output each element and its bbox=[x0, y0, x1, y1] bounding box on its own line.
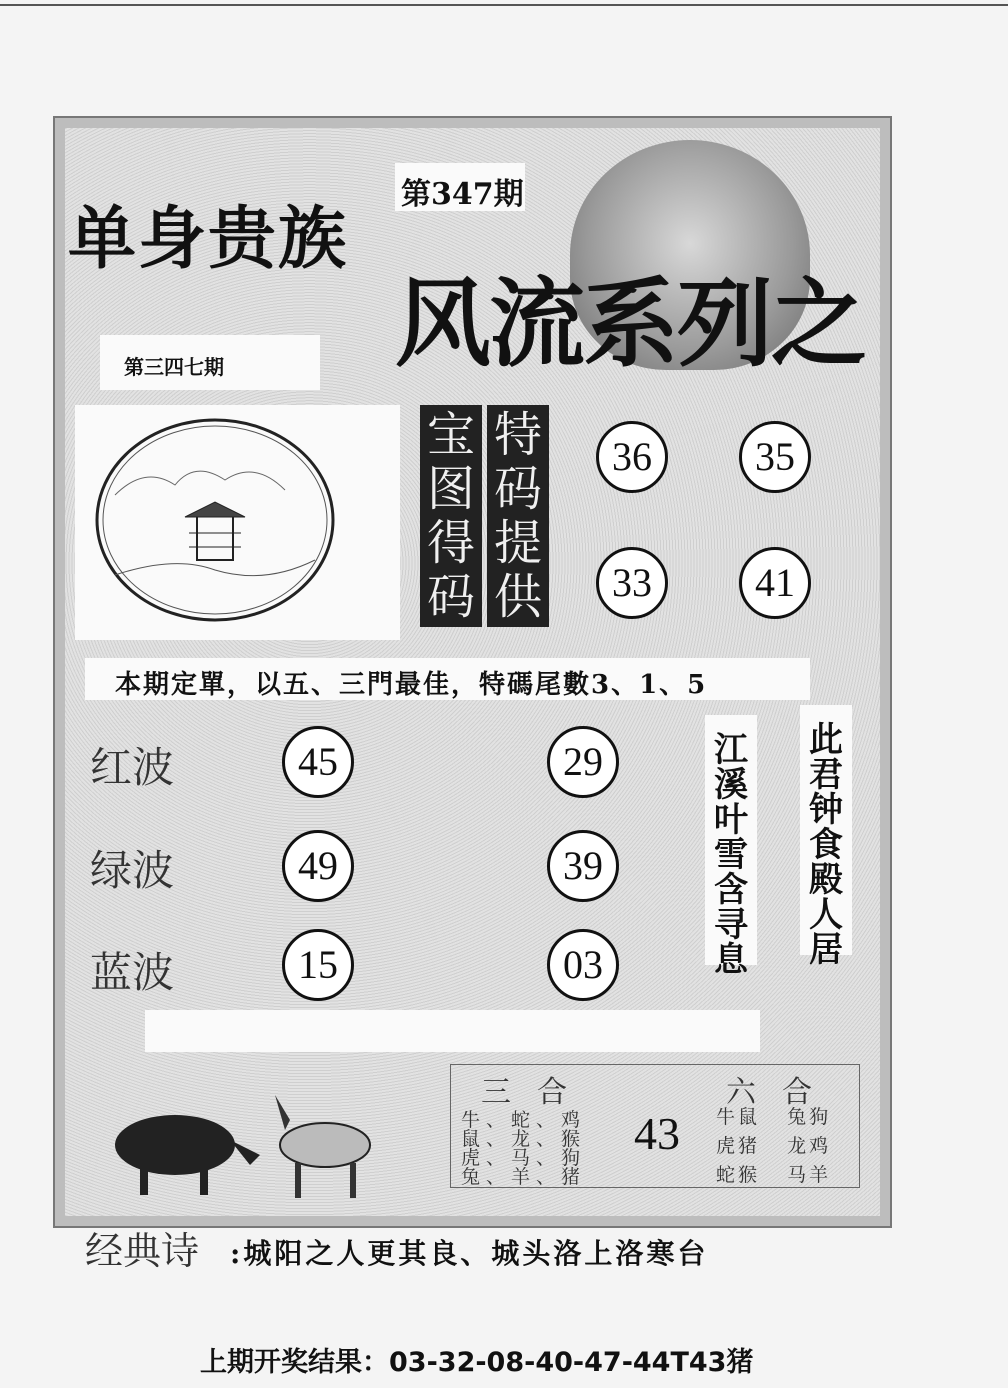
number-ball: 41 bbox=[739, 547, 811, 619]
cell: 牛、 bbox=[461, 1109, 512, 1131]
brand-title: 单身贵族 bbox=[68, 199, 349, 279]
treasure-code-label bbox=[420, 405, 482, 627]
char: 溪 bbox=[714, 765, 748, 805]
poem-text: :城阳之人更其良、城头洛上洛寒台 bbox=[230, 1237, 709, 1270]
pagoda-landscape-icon bbox=[75, 405, 400, 640]
cell: 蛇猴 bbox=[716, 1164, 761, 1186]
char: 食 bbox=[809, 825, 843, 865]
cell: 鸡 bbox=[561, 1109, 587, 1131]
green-wave-label: 绿波 bbox=[90, 846, 175, 895]
blue-wave-label: 蓝波 bbox=[90, 948, 175, 997]
tip-banner: 本期定單，以五、三門最佳，特碼尾數3、1、5 bbox=[85, 658, 810, 700]
top-rule bbox=[0, 4, 1008, 6]
cell: 蛇、 bbox=[511, 1109, 562, 1131]
cell: 兔狗 bbox=[787, 1106, 832, 1128]
last-draw-result: 上期开奖结果：03-32-08-40-47-44T43猪 bbox=[200, 1347, 754, 1378]
char: 君 bbox=[809, 755, 843, 795]
series-title: 风流系列之 bbox=[395, 268, 865, 380]
cell: 鼠、 bbox=[461, 1128, 512, 1150]
treasure-picture bbox=[75, 405, 400, 640]
char: 码 bbox=[493, 461, 542, 517]
special-code-label bbox=[487, 405, 549, 627]
three-he-heading: 三合 bbox=[481, 1075, 593, 1110]
poem-label: 经典诗 bbox=[85, 1229, 200, 1273]
number-ball: 39 bbox=[547, 830, 619, 902]
number-ball: 49 bbox=[282, 830, 354, 902]
char: 雪 bbox=[714, 835, 748, 875]
issue-label-chinese: 第三四七期 bbox=[100, 335, 320, 390]
char: 含 bbox=[714, 870, 748, 910]
char: 此 bbox=[809, 720, 843, 760]
zodiac-table bbox=[450, 1064, 860, 1188]
cell: 兔、 bbox=[461, 1166, 512, 1188]
blank-strip bbox=[145, 1010, 760, 1052]
char: 居 bbox=[809, 930, 843, 970]
cell: 龙、 bbox=[511, 1128, 562, 1150]
cell: 狗 bbox=[561, 1147, 587, 1169]
char: 江 bbox=[714, 730, 748, 770]
char: 寻 bbox=[714, 905, 748, 945]
char: 提 bbox=[493, 515, 542, 571]
char: 宝 bbox=[426, 407, 475, 463]
char: 息 bbox=[714, 940, 748, 980]
number-ball: 29 bbox=[547, 726, 619, 798]
number-ball: 15 bbox=[282, 929, 354, 1001]
cell: 牛鼠 bbox=[716, 1106, 761, 1128]
issue-number: 第347期 bbox=[395, 163, 525, 211]
char: 供 bbox=[493, 569, 542, 625]
number-ball: 45 bbox=[282, 726, 354, 798]
cell: 龙鸡 bbox=[787, 1135, 832, 1157]
char: 特 bbox=[493, 407, 542, 463]
cell: 虎猪 bbox=[716, 1135, 761, 1157]
char: 码 bbox=[426, 569, 475, 625]
char: 殿 bbox=[809, 860, 843, 900]
number-ball: 33 bbox=[596, 547, 668, 619]
number-ball: 35 bbox=[739, 421, 811, 493]
cell: 马、 bbox=[511, 1147, 562, 1169]
cell: 羊、 bbox=[511, 1166, 562, 1188]
number-ball: 36 bbox=[596, 421, 668, 493]
char: 钟 bbox=[809, 790, 843, 830]
char: 叶 bbox=[714, 800, 748, 840]
six-he-heading: 六合 bbox=[726, 1075, 838, 1110]
special-number: 43 bbox=[634, 1108, 680, 1159]
cell: 马羊 bbox=[787, 1164, 832, 1186]
cell: 虎、 bbox=[461, 1147, 512, 1169]
verse-left bbox=[705, 715, 757, 980]
verse-right bbox=[800, 705, 852, 970]
six-he-list bbox=[716, 1103, 831, 1190]
three-he-list bbox=[461, 1111, 586, 1187]
char: 图 bbox=[426, 461, 475, 517]
animals-icon bbox=[100, 1085, 390, 1205]
number-ball: 03 bbox=[547, 929, 619, 1001]
cell: 猪 bbox=[561, 1166, 587, 1188]
boar-and-goat-illustration bbox=[100, 1085, 390, 1209]
red-wave-label: 红波 bbox=[90, 743, 175, 792]
cell: 猴 bbox=[561, 1128, 587, 1150]
char: 人 bbox=[809, 895, 843, 935]
char: 得 bbox=[426, 515, 475, 571]
